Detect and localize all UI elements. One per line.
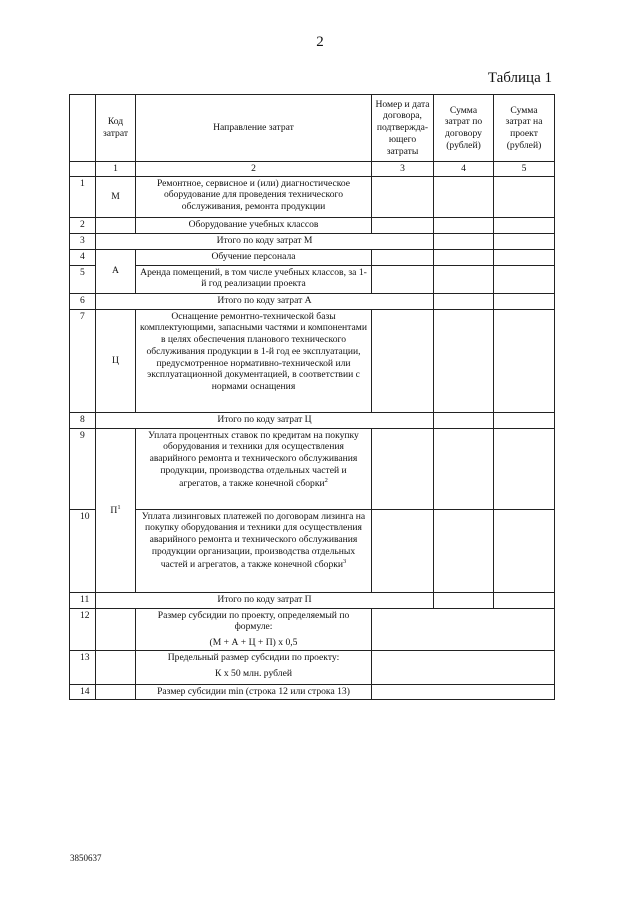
subsidy-formula-row	[70, 608, 555, 650]
column-number: 5	[494, 162, 555, 177]
sum-project-cell	[494, 293, 555, 309]
footnote-mark: 1	[117, 503, 121, 511]
row-number: 7	[70, 309, 96, 412]
table-row	[70, 176, 555, 217]
header-row	[70, 95, 555, 162]
cost-code-m: М	[96, 176, 136, 217]
header-sum-contract: Сумма затрат по договору (рублей)	[434, 95, 494, 162]
subsidy-value-cell	[372, 684, 555, 699]
header-direction: Направление затрат	[136, 95, 372, 162]
cost-code-a: А	[96, 249, 136, 293]
row-number: 11	[70, 592, 96, 608]
header-sum-project: Сумма затрат на проект (рублей)	[494, 95, 555, 162]
total-row	[70, 592, 555, 608]
header-contract: Номер и дата договора, подтвержда-ющего затраты	[372, 95, 434, 162]
contract-cell	[372, 217, 434, 233]
row-number: 2	[70, 217, 96, 233]
sum-contract-cell	[434, 412, 494, 428]
table-row	[70, 249, 555, 265]
cost-direction	[136, 509, 372, 592]
column-number: 1	[96, 162, 136, 177]
sum-project-cell	[494, 428, 555, 509]
cost-code-cell	[96, 684, 136, 699]
page-number: 2	[316, 34, 324, 50]
footnote-mark: 2	[324, 476, 328, 484]
sum-project-cell	[494, 249, 555, 265]
total-label: Итого по коду затрат А	[96, 293, 434, 309]
footnote-mark: 3	[343, 557, 347, 565]
sum-project-cell	[494, 217, 555, 233]
cost-direction-text: Уплата процентных ставок по кредитам на покупку оборудования и техники для осуществления аварийного ремонта и технического обслуживания продукции, производства отдельных частей и агрегатов, а также конечной сборки	[148, 429, 359, 489]
column-number: 2	[136, 162, 372, 177]
row-number: 12	[70, 608, 96, 650]
row-number: 1	[70, 176, 96, 217]
cost-code-cell	[96, 650, 136, 684]
contract-cell	[372, 176, 434, 217]
sum-contract-cell	[434, 592, 494, 608]
table-row	[70, 217, 555, 233]
contract-cell	[372, 249, 434, 265]
sum-contract-cell	[434, 293, 494, 309]
contract-cell	[372, 265, 434, 293]
sum-contract-cell	[434, 309, 494, 412]
cost-code-p	[96, 428, 136, 592]
total-row	[70, 293, 555, 309]
sum-project-cell	[494, 265, 555, 293]
sum-contract-cell	[434, 249, 494, 265]
total-label: Итого по коду затрат М	[96, 233, 434, 249]
sum-project-cell	[494, 412, 555, 428]
subsidy-value-cell	[372, 650, 555, 684]
sum-project-cell	[494, 176, 555, 217]
cost-direction	[136, 428, 372, 509]
sum-contract-cell	[434, 233, 494, 249]
row-number: 13	[70, 650, 96, 684]
cost-direction: Аренда помещений, в том числе учебных классов, за 1-й год реализации проекта	[136, 265, 372, 293]
subsidy-limit	[136, 650, 372, 684]
subsidy-formula-text: Размер субсидии по проекту, определяемый по формуле:	[157, 609, 350, 633]
total-row	[70, 412, 555, 428]
table-row	[70, 509, 555, 592]
contract-cell	[372, 309, 434, 412]
total-label: Итого по коду затрат П	[96, 592, 434, 608]
cost-direction: Обучение персонала	[136, 249, 372, 265]
row-number: 14	[70, 684, 96, 699]
subsidy-limit-text: Предельный размер субсидии по проекту:	[167, 651, 340, 663]
row-number: 9	[70, 428, 96, 509]
sum-project-cell	[494, 309, 555, 412]
table-row	[70, 309, 555, 412]
column-number: 3	[372, 162, 434, 177]
cost-direction-text: Уплата лизинговых платежей по договорам лизинга на покупку оборудования и техники для осуществления аварийного ремонта и технического обслуживания продукции организации, производства отдельных частей и агрегатов, а также конечной сборки	[141, 510, 366, 570]
subsidy-min: Размер субсидии min (строка 12 или строка 13)	[136, 684, 372, 699]
sum-contract-cell	[434, 509, 494, 592]
cost-table	[69, 94, 555, 700]
header-blank	[70, 95, 96, 162]
sum-project-cell	[494, 233, 555, 249]
column-number-blank	[70, 162, 96, 177]
document-code: 3850637	[70, 853, 102, 863]
row-number: 4	[70, 249, 96, 265]
row-number: 5	[70, 265, 96, 293]
table-row	[70, 265, 555, 293]
contract-cell	[372, 509, 434, 592]
subsidy-limit-row	[70, 650, 555, 684]
total-label: Итого по коду затрат Ц	[96, 412, 434, 428]
sum-contract-cell	[434, 217, 494, 233]
row-number: 8	[70, 412, 96, 428]
row-number: 6	[70, 293, 96, 309]
column-numbers-row	[70, 162, 555, 177]
cost-code-cell	[96, 608, 136, 650]
cost-direction: Ремонтное, сервисное и (или) диагностическое оборудование для проведения технического обслуживания, ремонта продукции	[136, 176, 372, 217]
subsidy-formula	[136, 608, 372, 650]
cost-code-p-label: П	[110, 504, 118, 516]
cost-direction: Оснащение ремонтно-технической базы комплектующими, запасными частями и компонентами в целях обеспечения планового технического обслуживания продукции в 1-й год ее эксплуатации, предусмотренное нормативно-технической или эксплуатационной документацией, в соответствии с нормами оснащения	[136, 309, 372, 412]
sum-project-cell	[494, 509, 555, 592]
cost-code-cell	[96, 217, 136, 233]
table-row	[70, 428, 555, 509]
header-code: Код затрат	[96, 95, 136, 162]
row-number: 10	[70, 509, 96, 592]
subsidy-value-cell	[372, 608, 555, 650]
total-row	[70, 233, 555, 249]
sum-contract-cell	[434, 428, 494, 509]
subsidy-min-row	[70, 684, 555, 699]
table-caption: Таблица 1	[487, 70, 552, 86]
subsidy-limit-expression: К х 50 млн. рублей	[215, 667, 292, 679]
subsidy-formula-expression: (М + А + Ц + П) х 0,5	[209, 637, 298, 649]
contract-cell	[372, 428, 434, 509]
row-number: 3	[70, 233, 96, 249]
cost-direction: Оборудование учебных классов	[136, 217, 372, 233]
sum-contract-cell	[434, 176, 494, 217]
sum-contract-cell	[434, 265, 494, 293]
cost-code-ts: Ц	[96, 309, 136, 412]
sum-project-cell	[494, 592, 555, 608]
column-number: 4	[434, 162, 494, 177]
